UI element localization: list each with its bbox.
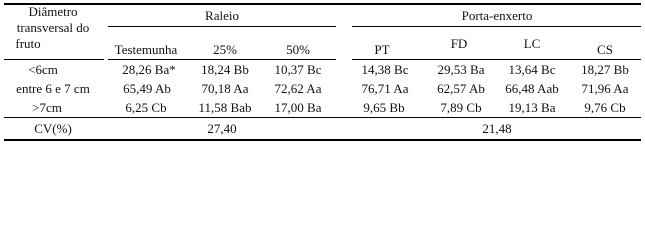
cell-raleio-25: 11,58 Bab	[198, 100, 252, 115]
row-label: entre 6 e 7 cm	[16, 81, 90, 96]
col-header-cs: CS	[597, 42, 613, 57]
raleio-group-rule	[108, 26, 336, 27]
first-col-header-line-3: fruto	[15, 36, 41, 51]
group-header-raleio: Raleio	[205, 8, 239, 23]
cell-raleio-testemunha: 65,49 Ab	[123, 81, 171, 96]
cell-raleio-25: 70,18 Aa	[201, 81, 249, 96]
row-label: >7cm	[32, 100, 62, 115]
cell-porta-fd: 29,53 Ba	[437, 62, 485, 77]
cell-raleio-50: 72,62 Aa	[274, 81, 322, 96]
col-header-fd: FD	[450, 36, 468, 51]
col-header-testemunha: Testemunha	[114, 42, 178, 57]
col-header-lc: LC	[523, 36, 541, 51]
cell-porta-fd: 7,89 Cb	[440, 100, 482, 115]
cell-porta-pt: 9,65 Bb	[363, 100, 405, 115]
cell-porta-fd: 62,57 Ab	[437, 81, 485, 96]
cell-porta-cs: 18,27 Bb	[581, 62, 629, 77]
porta-group-rule	[352, 26, 641, 27]
cell-porta-cs: 9,76 Cb	[584, 100, 626, 115]
row-label: <6cm	[28, 62, 58, 77]
col-header-pt: PT	[374, 42, 390, 57]
cell-raleio-50: 10,37 Bc	[274, 62, 322, 77]
first-col-header-line-1: Diâmetro	[28, 4, 78, 19]
cv-label: CV(%)	[34, 121, 72, 136]
cv-porta-enxerto: 21,48	[482, 121, 512, 136]
cell-porta-lc: 19,13 Ba	[508, 100, 556, 115]
cv-raleio: 27,40	[207, 121, 237, 136]
body-bottom-rule	[4, 117, 641, 118]
group-header-porta-enxerto: Porta-enxerto	[461, 8, 533, 23]
cell-porta-pt: 14,38 Bc	[361, 62, 409, 77]
cell-porta-cs: 71,96 Aa	[581, 81, 629, 96]
cell-porta-lc: 13,64 Bc	[508, 62, 556, 77]
cell-raleio-testemunha: 28,26 Ba*	[122, 62, 176, 77]
cell-raleio-testemunha: 6,25 Cb	[125, 100, 167, 115]
cell-porta-lc: 66,48 Aab	[505, 81, 559, 96]
cell-raleio-25: 18,24 Bb	[201, 62, 249, 77]
bottom-rule	[4, 139, 641, 141]
first-col-header-line-2: transversal do	[16, 20, 90, 35]
top-rule	[4, 3, 641, 5]
raleio-header-rule	[108, 59, 336, 60]
col-header-25: 25%	[213, 42, 237, 57]
cell-raleio-50: 17,00 Ba	[274, 100, 322, 115]
first-col-header-rule	[4, 59, 104, 60]
porta-header-rule	[352, 59, 641, 60]
cell-porta-pt: 76,71 Aa	[361, 81, 409, 96]
col-header-50: 50%	[286, 42, 310, 57]
